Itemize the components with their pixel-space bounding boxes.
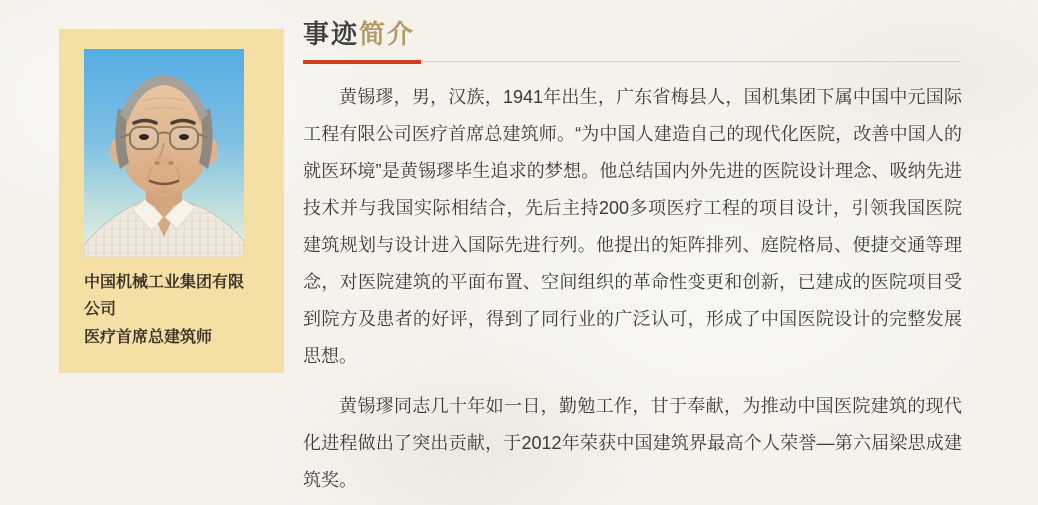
- biography-paragraph-1: 黄锡璆，男，汉族，1941年出生，广东省梅县人，国机集团下属中国中元国际工程有限公司医疗首席总建筑师。“为中国人建造自己的现代化医院，改善中国人的就医环境”是黄锡璆毕生追求的梦想。他总结国内外先进的医院设计理念、吸纳先进技术并与我国实际相结合，先后主持200多项医疗工程的项目设计，引领我国医院建筑规划与设计进入国际先进行列。他提出的矩阵排列、庭院格局、便捷交通等理念，对医院建筑的平面布置、空间组织的革命性变更和创新，已建成的医院项目受到院方及患者的好评，得到了同行业的广泛认可，形成了中国医院设计的完整发展思想。: [303, 87, 962, 366]
- page-title: [303, 18, 962, 50]
- page-title-primary: 事迹: [303, 19, 360, 49]
- biography-article: [303, 79, 962, 499]
- title-rule: [303, 60, 962, 64]
- title-rule-line: [421, 61, 960, 62]
- job-title: 医疗首席总建筑师: [84, 329, 213, 346]
- portrait-photo: [84, 49, 244, 257]
- page-title-secondary: 简介: [359, 19, 416, 49]
- org-name: 中国机械工业集团有限公司: [84, 274, 245, 318]
- biography-paragraph-2: 黄锡璆同志几十年如一日，勤勉工作，甘于奉献，为推动中国医院建筑的现代化进程做出了突出贡献，于2012年荣获中国建筑界最高个人荣誉—第六届梁思成建筑奖。: [303, 396, 962, 490]
- content-column: [303, 18, 962, 499]
- profile-card: [59, 29, 284, 373]
- title-rule-accent: [303, 60, 421, 64]
